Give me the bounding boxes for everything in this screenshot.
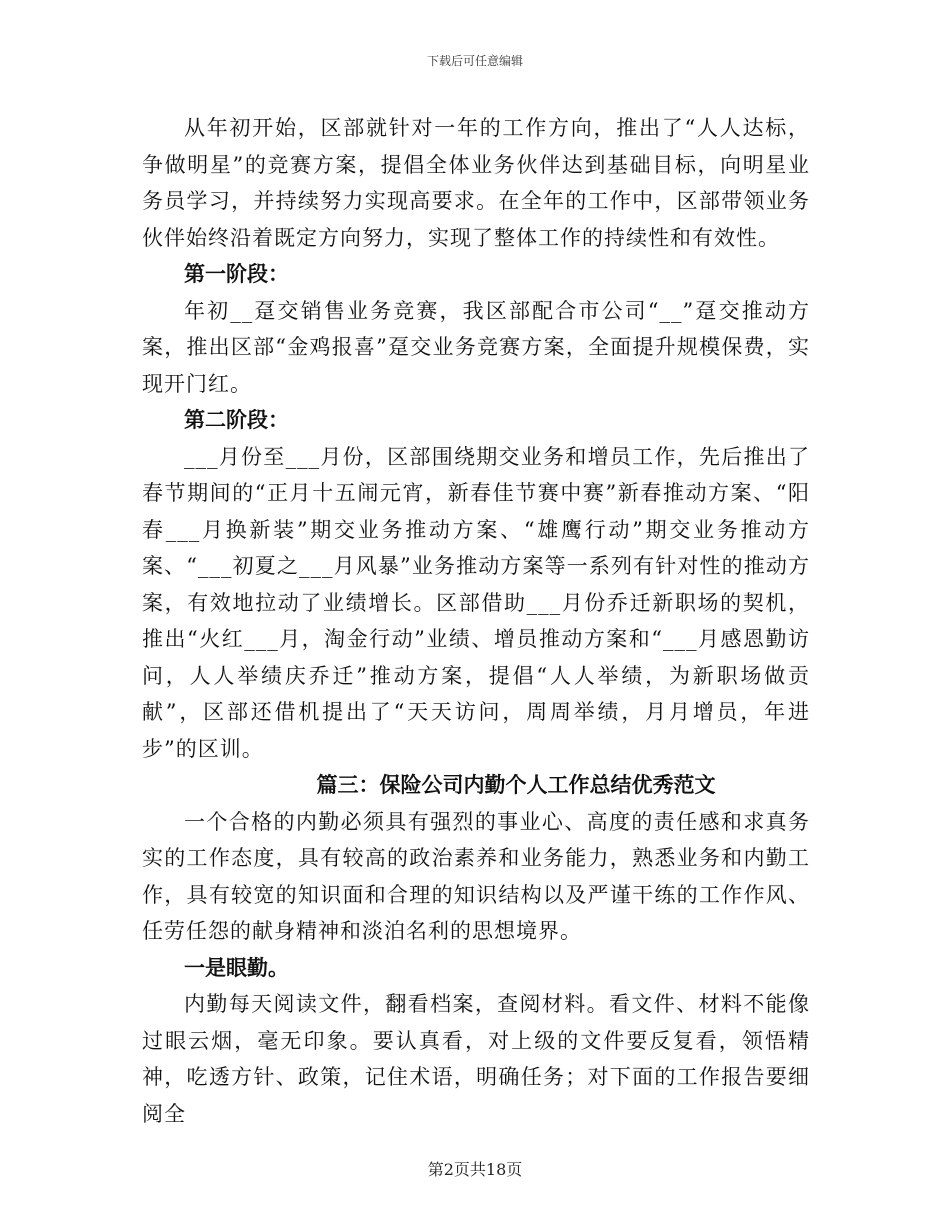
page-footer: 第2页共18页 (427, 1160, 523, 1179)
heading-stage-one: 第一阶段： (184, 262, 289, 286)
paragraph-intro: 从年初开始，区部就针对一年的工作方向，推出了“人人达标，争做明星”的竞赛方案，提倡全体业务伙伴达到基础目标，向明星业务员学习，并持续努力实现高要求。在全年的工作中，区部带领业务伙伴始终沿着既定方向努力，实现了整体工作的持续性和有效性。 (142, 116, 810, 250)
page-header: 下载后可任意编辑 (426, 54, 523, 68)
paragraph-stage-one: 年初__趸交销售业务竞赛，我区部配合市公司“__”趸交推动方案，推出区部“金鸡报喜”趸交业务竞赛方案，全面提升规模保费，实现开门红。 (142, 298, 810, 396)
paragraph-eye-diligence: 内勤每天阅读文件，翻看档案，查阅材料。看文件、材料不能像过眼云烟，毫无印象。要认真看，对上级的文件要反复看，领悟精神，吃透方针、政策，记住术语，明确任务；对下面的工作报告要细阅全 (142, 992, 810, 1126)
heading-eye-diligence: 一是眼勤。 (184, 955, 289, 980)
paragraph-stage-two: ___月份至___月份，区部围绕期交业务和增员工作，先后推出了春节期间的“正月十五闹元宵，新春佳节赛中赛”新春推动方案、“阳春___月换新装”期交业务推动方案、“雄鹰行动”期交业务推动方案、“___初夏之___月风暴”业务推动方案等一系列有针对性的推动方案，有效地拉动了业绩增长。区部借助___月份乔迁新职场的契机，推出“火红___月，淘金行动”业绩、增员推动方案和“___月感恩勤访问，人人举绩庆乔迁”推动方案，提倡“人人举绩，为新职场做贡献”，区部还借机提出了“天天访问，周周举绩，月月增员，年进步”的区训。 (142, 444, 810, 761)
section-title: 篇三：保险公司内勤个人工作总结优秀范文 (316, 773, 716, 797)
heading-stage-two: 第二阶段： (184, 408, 289, 432)
document-body (142, 110, 810, 1132)
paragraph-section-intro: 一个合格的内勤必须具有强烈的事业心、高度的责任感和求真务实的工作态度，具有较高的政治素养和业务能力，熟悉业务和内勤工作，具有较宽的知识面和合理的知识结构以及严谨干练的工作作风、任劳任怨的献身精神和淡泊名利的思想境界。 (142, 809, 810, 943)
